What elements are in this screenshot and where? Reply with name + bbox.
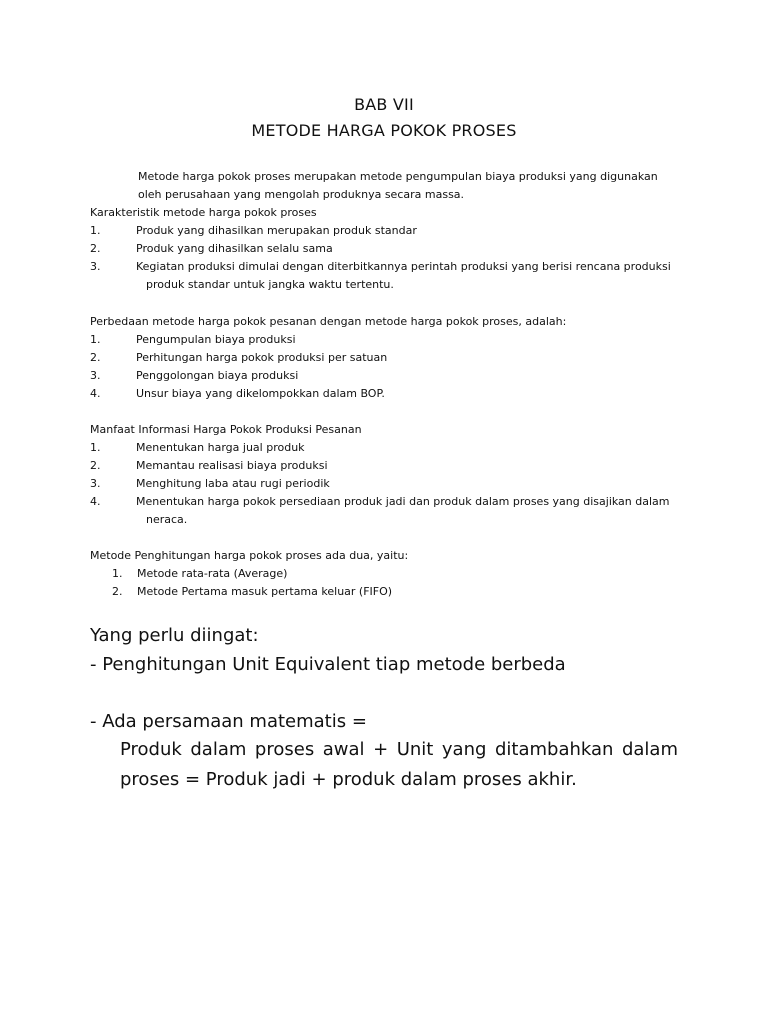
list-item (90, 258, 680, 294)
methods-heading: Metode Penghitungan harga pokok proses ada dua, yaitu: (90, 549, 409, 562)
list-number: 1. (90, 224, 101, 237)
equation-text: Produk dalam proses awal + Unit yang ditambahkan dalam proses = Produk jadi + produk dalam proses akhir. (120, 739, 678, 790)
list-text: Metode rata-rata (Average) (137, 567, 288, 580)
list-item (90, 222, 680, 240)
list-number: 3. (90, 477, 101, 490)
intro-text: Metode harga pokok proses merupakan metode pengumpulan biaya produksi yang digunakan oleh perusahaan yang mengolah produknya secara massa. (138, 170, 658, 201)
characteristics-heading: Karakteristik metode harga pokok proses (90, 206, 317, 219)
list-number: 1. (90, 333, 101, 346)
list-text: Penggolongan biaya produksi (136, 369, 299, 382)
list-item (90, 240, 680, 258)
list-number: 1. (112, 567, 123, 580)
list-number: 2. (90, 459, 101, 472)
list-number: 2. (112, 585, 123, 598)
benefits-list (90, 439, 680, 529)
list-number: 3. (90, 260, 101, 273)
list-text: Produk yang dihasilkan merupakan produk standar (136, 224, 417, 237)
list-text: Kegiatan produksi dimulai dengan diterbitkannya perintah produksi yang berisi rencana produksi produk standar untuk jangka waktu tertentu. (136, 260, 671, 291)
list-item (90, 367, 680, 385)
differences-heading: Perbedaan metode harga pokok pesanan dengan metode harga pokok proses, adalah: (90, 315, 567, 328)
benefits-heading: Manfaat Informasi Harga Pokok Produksi Pesanan (90, 423, 362, 436)
list-item (90, 493, 680, 529)
list-number: 4. (90, 495, 101, 508)
intro-paragraph (90, 168, 678, 204)
list-text: Menentukan harga pokok persediaan produk jadi dan produk dalam proses yang disajikan dalam neraca. (136, 495, 670, 526)
list-text: Memantau realisasi biaya produksi (136, 459, 328, 472)
list-text: Menghitung laba atau rugi periodik (136, 477, 330, 490)
list-number: 2. (90, 242, 101, 255)
list-number: 3. (90, 369, 101, 382)
list-item (90, 457, 680, 475)
remember-point-1: - Penghitungan Unit Equivalent tiap metode berbeda (90, 654, 566, 675)
equation-paragraph (90, 735, 678, 795)
chapter-label: BAB VII (354, 95, 414, 114)
list-item (90, 439, 680, 457)
list-text: Produk yang dihasilkan selalu sama (136, 242, 333, 255)
remember-point-2: - Ada persamaan matematis = (90, 711, 367, 732)
list-item (90, 565, 680, 583)
list-item (90, 583, 680, 601)
list-number: 1. (90, 441, 101, 454)
methods-list (90, 565, 680, 601)
list-text: Pengumpulan biaya produksi (136, 333, 296, 346)
list-item (90, 475, 680, 493)
remember-heading: Yang perlu diingat: (90, 625, 259, 646)
chapter-title: METODE HARGA POKOK PROSES (251, 121, 517, 140)
list-text: Metode Pertama masuk pertama keluar (FIFO) (137, 585, 393, 598)
list-text: Perhitungan harga pokok produksi per satuan (136, 351, 388, 364)
list-item (90, 331, 680, 349)
list-text: Menentukan harga jual produk (136, 441, 305, 454)
characteristics-list (90, 222, 680, 294)
list-item (90, 349, 680, 367)
list-item (90, 385, 680, 403)
list-number: 4. (90, 387, 101, 400)
list-text: Unsur biaya yang dikelompokkan dalam BOP. (136, 387, 385, 400)
list-number: 2. (90, 351, 101, 364)
differences-list (90, 331, 680, 403)
